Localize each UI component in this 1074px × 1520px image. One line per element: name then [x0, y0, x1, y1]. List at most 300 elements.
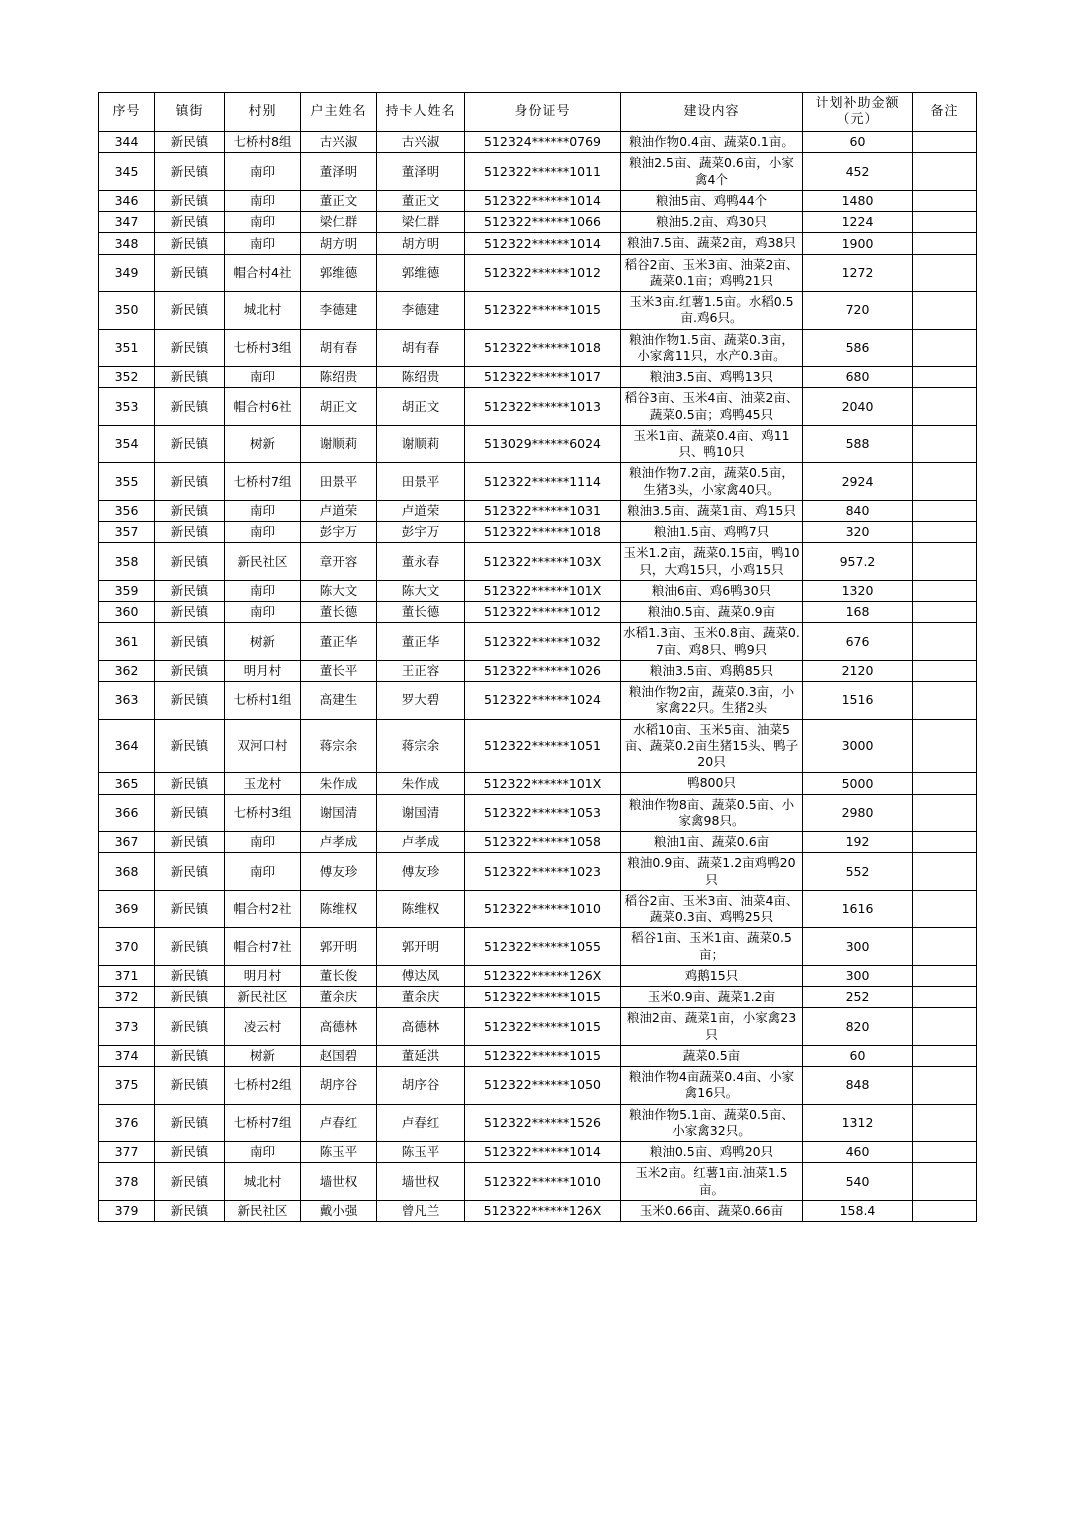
- cell-remark: [913, 832, 977, 853]
- cell-id-number: 512322******103X: [465, 543, 621, 581]
- amount-header-line2: （元）: [836, 112, 879, 127]
- column-header-cardholder: 持卡人姓名: [377, 93, 465, 132]
- cell-town: 新民镇: [155, 965, 225, 986]
- cell-cardholder: 陈大文: [377, 580, 465, 601]
- cell-remark: [913, 153, 977, 191]
- cell-village: 南印: [225, 212, 301, 233]
- cell-village: 树新: [225, 1045, 301, 1066]
- cell-cardholder: 谢国清: [377, 794, 465, 832]
- table-row: [99, 1104, 977, 1142]
- cell-cardholder: 傅友珍: [377, 853, 465, 891]
- table-row: [99, 292, 977, 330]
- cell-id-number: 512322******1010: [465, 1163, 621, 1201]
- cell-content: 蔬菜0.5亩: [621, 1045, 803, 1066]
- cell-id-number: 512322******1055: [465, 928, 621, 966]
- cell-householder: 董正文: [301, 190, 377, 211]
- cell-householder: 朱作成: [301, 773, 377, 794]
- cell-seq: 374: [99, 1045, 155, 1066]
- subsidy-table: [98, 92, 977, 1222]
- cell-town: 新民镇: [155, 254, 225, 292]
- table-row: [99, 388, 977, 426]
- table-row: [99, 1200, 977, 1221]
- cell-seq: 375: [99, 1067, 155, 1105]
- cell-cardholder: 董长德: [377, 602, 465, 623]
- cell-cardholder: 曾凡兰: [377, 1200, 465, 1221]
- cell-cardholder: 胡序谷: [377, 1067, 465, 1105]
- cell-householder: 郭开明: [301, 928, 377, 966]
- cell-cardholder: 董正文: [377, 190, 465, 211]
- cell-remark: [913, 773, 977, 794]
- cell-seq: 371: [99, 965, 155, 986]
- cell-remark: [913, 132, 977, 153]
- cell-village: 帽合村7社: [225, 928, 301, 966]
- cell-seq: 368: [99, 853, 155, 891]
- cell-id-number: 512322******126X: [465, 965, 621, 986]
- cell-seq: 358: [99, 543, 155, 581]
- cell-householder: 章开容: [301, 543, 377, 581]
- cell-remark: [913, 367, 977, 388]
- cell-town: 新民镇: [155, 1008, 225, 1046]
- cell-content: 粮油0.5亩、蔬菜0.9亩: [621, 602, 803, 623]
- cell-amount: 840: [803, 500, 913, 521]
- table-row: [99, 794, 977, 832]
- cell-village: 玉龙村: [225, 773, 301, 794]
- table-row: [99, 233, 977, 254]
- cell-town: 新民镇: [155, 1045, 225, 1066]
- cell-town: 新民镇: [155, 890, 225, 928]
- cell-householder: 梁仁群: [301, 212, 377, 233]
- cell-content: 稻谷3亩、玉米4亩、油菜2亩、蔬菜0.5亩；鸡鸭45只: [621, 388, 803, 426]
- cell-town: 新民镇: [155, 233, 225, 254]
- cell-cardholder: 朱作成: [377, 773, 465, 794]
- cell-cardholder: 卢道荣: [377, 500, 465, 521]
- table-row: [99, 602, 977, 623]
- cell-village: 南印: [225, 522, 301, 543]
- table-row: [99, 1045, 977, 1066]
- cell-town: 新民镇: [155, 794, 225, 832]
- cell-town: 新民镇: [155, 1142, 225, 1163]
- cell-seq: 378: [99, 1163, 155, 1201]
- cell-seq: 362: [99, 660, 155, 681]
- cell-content: 粮油3.5亩、蔬菜1亩、鸡15只: [621, 500, 803, 521]
- cell-seq: 377: [99, 1142, 155, 1163]
- cell-remark: [913, 928, 977, 966]
- cell-householder: 卢孝成: [301, 832, 377, 853]
- cell-amount: 320: [803, 522, 913, 543]
- cell-householder: 李德建: [301, 292, 377, 330]
- cell-seq: 344: [99, 132, 155, 153]
- cell-seq: 353: [99, 388, 155, 426]
- cell-content: 粮油作物8亩、蔬菜0.5亩、小家禽98只。: [621, 794, 803, 832]
- cell-householder: 董长俊: [301, 965, 377, 986]
- cell-seq: 356: [99, 500, 155, 521]
- cell-id-number: 512322******1015: [465, 1045, 621, 1066]
- cell-householder: 陈绍贵: [301, 367, 377, 388]
- cell-remark: [913, 463, 977, 501]
- cell-seq: 365: [99, 773, 155, 794]
- column-header-town: 镇街: [155, 93, 225, 132]
- table-row: [99, 543, 977, 581]
- column-header-content: 建设内容: [621, 93, 803, 132]
- cell-amount: 300: [803, 965, 913, 986]
- cell-seq: 359: [99, 580, 155, 601]
- cell-id-number: 512322******1015: [465, 987, 621, 1008]
- cell-remark: [913, 543, 977, 581]
- cell-seq: 363: [99, 682, 155, 720]
- cell-seq: 367: [99, 832, 155, 853]
- cell-id-number: 513029******6024: [465, 425, 621, 463]
- table-row: [99, 500, 977, 521]
- cell-content: 稻谷2亩、玉米3亩、油菜4亩、蔬菜0.3亩、鸡鸭25只: [621, 890, 803, 928]
- table-row: [99, 890, 977, 928]
- cell-town: 新民镇: [155, 132, 225, 153]
- cell-content: 粮油3.5亩、鸡鸭13只: [621, 367, 803, 388]
- cell-content: 玉米3亩.红薯1.5亩。水稻0.5亩.鸡6只。: [621, 292, 803, 330]
- table-row: [99, 660, 977, 681]
- cell-amount: 192: [803, 832, 913, 853]
- cell-householder: 高建生: [301, 682, 377, 720]
- cell-cardholder: 胡有春: [377, 329, 465, 367]
- cell-content: 粮油作物7.2亩，蔬菜0.5亩，生猪3头，小家禽40只。: [621, 463, 803, 501]
- column-header-seq: 序号: [99, 93, 155, 132]
- cell-householder: 董长德: [301, 602, 377, 623]
- cell-id-number: 512322******1014: [465, 190, 621, 211]
- cell-householder: 董长平: [301, 660, 377, 681]
- cell-householder: 董余庆: [301, 987, 377, 1008]
- cell-amount: 1516: [803, 682, 913, 720]
- cell-remark: [913, 425, 977, 463]
- cell-amount: 2040: [803, 388, 913, 426]
- cell-remark: [913, 719, 977, 773]
- table-row: [99, 719, 977, 773]
- table-row: [99, 773, 977, 794]
- cell-amount: 3000: [803, 719, 913, 773]
- cell-town: 新民镇: [155, 1104, 225, 1142]
- cell-village: 明月村: [225, 660, 301, 681]
- cell-cardholder: 古兴淑: [377, 132, 465, 153]
- cell-cardholder: 罗大碧: [377, 682, 465, 720]
- cell-cardholder: 郭开明: [377, 928, 465, 966]
- cell-cardholder: 陈绍贵: [377, 367, 465, 388]
- cell-remark: [913, 1200, 977, 1221]
- cell-seq: 366: [99, 794, 155, 832]
- cell-amount: 1900: [803, 233, 913, 254]
- cell-amount: 1312: [803, 1104, 913, 1142]
- cell-id-number: 512322******1018: [465, 329, 621, 367]
- cell-cardholder: 梁仁群: [377, 212, 465, 233]
- cell-town: 新民镇: [155, 463, 225, 501]
- cell-cardholder: 李德建: [377, 292, 465, 330]
- cell-seq: 357: [99, 522, 155, 543]
- cell-id-number: 512322******1051: [465, 719, 621, 773]
- cell-householder: 赵国碧: [301, 1045, 377, 1066]
- cell-id-number: 512322******1053: [465, 794, 621, 832]
- cell-town: 新民镇: [155, 212, 225, 233]
- cell-amount: 848: [803, 1067, 913, 1105]
- cell-village: 七桥村2组: [225, 1067, 301, 1105]
- cell-content: 玉米1.2亩，蔬菜0.15亩，鸭10只，大鸡15只，小鸡15只: [621, 543, 803, 581]
- cell-id-number: 512322******1011: [465, 153, 621, 191]
- cell-town: 新民镇: [155, 987, 225, 1008]
- table-row: [99, 425, 977, 463]
- cell-village: 南印: [225, 832, 301, 853]
- cell-seq: 376: [99, 1104, 155, 1142]
- cell-remark: [913, 987, 977, 1008]
- cell-content: 粮油3.5亩、鸡鹅85只: [621, 660, 803, 681]
- cell-amount: 5000: [803, 773, 913, 794]
- cell-remark: [913, 233, 977, 254]
- cell-amount: 300: [803, 928, 913, 966]
- cell-village: 明月村: [225, 965, 301, 986]
- cell-remark: [913, 602, 977, 623]
- cell-cardholder: 董永春: [377, 543, 465, 581]
- cell-village: 南印: [225, 233, 301, 254]
- table-row: [99, 965, 977, 986]
- cell-remark: [913, 1142, 977, 1163]
- cell-town: 新民镇: [155, 329, 225, 367]
- cell-amount: 957.2: [803, 543, 913, 581]
- cell-village: 南印: [225, 602, 301, 623]
- cell-amount: 60: [803, 132, 913, 153]
- cell-content: 玉米1亩、蔬菜0.4亩、鸡11只、鸭10只: [621, 425, 803, 463]
- cell-remark: [913, 623, 977, 661]
- cell-householder: 古兴淑: [301, 132, 377, 153]
- cell-village: 南印: [225, 153, 301, 191]
- cell-householder: 谢顺莉: [301, 425, 377, 463]
- cell-id-number: 512322******1114: [465, 463, 621, 501]
- cell-cardholder: 郭维德: [377, 254, 465, 292]
- cell-remark: [913, 660, 977, 681]
- cell-amount: 680: [803, 367, 913, 388]
- table-row: [99, 329, 977, 367]
- cell-content: 粮油1亩、蔬菜0.6亩: [621, 832, 803, 853]
- column-header-id-number: 身份证号: [465, 93, 621, 132]
- cell-village: 树新: [225, 425, 301, 463]
- cell-amount: 820: [803, 1008, 913, 1046]
- cell-amount: 2924: [803, 463, 913, 501]
- cell-village: 七桥村8组: [225, 132, 301, 153]
- cell-id-number: 512322******1066: [465, 212, 621, 233]
- cell-cardholder: 陈维权: [377, 890, 465, 928]
- table-row: [99, 832, 977, 853]
- cell-content: 玉米2亩。红薯1亩.油菜1.5亩。: [621, 1163, 803, 1201]
- cell-seq: 346: [99, 190, 155, 211]
- cell-remark: [913, 212, 977, 233]
- cell-amount: 540: [803, 1163, 913, 1201]
- cell-id-number: 512322******1015: [465, 1008, 621, 1046]
- cell-amount: 2120: [803, 660, 913, 681]
- cell-id-number: 512324******0769: [465, 132, 621, 153]
- cell-amount: 1224: [803, 212, 913, 233]
- cell-cardholder: 卢春红: [377, 1104, 465, 1142]
- cell-village: 双河口村: [225, 719, 301, 773]
- cell-remark: [913, 682, 977, 720]
- table-row: [99, 1067, 977, 1105]
- cell-town: 新民镇: [155, 1067, 225, 1105]
- cell-seq: 345: [99, 153, 155, 191]
- cell-seq: 347: [99, 212, 155, 233]
- cell-town: 新民镇: [155, 660, 225, 681]
- cell-town: 新民镇: [155, 602, 225, 623]
- cell-village: 新民社区: [225, 1200, 301, 1221]
- cell-seq: 348: [99, 233, 155, 254]
- table-row: [99, 1142, 977, 1163]
- cell-amount: 720: [803, 292, 913, 330]
- cell-remark: [913, 1104, 977, 1142]
- cell-village: 树新: [225, 623, 301, 661]
- table-row: [99, 463, 977, 501]
- cell-remark: [913, 580, 977, 601]
- cell-seq: 379: [99, 1200, 155, 1221]
- cell-town: 新民镇: [155, 190, 225, 211]
- cell-village: 七桥村7组: [225, 1104, 301, 1142]
- table-row: [99, 132, 977, 153]
- cell-cardholder: 田景平: [377, 463, 465, 501]
- cell-village: 凌云村: [225, 1008, 301, 1046]
- cell-content: 鸡鹅15只: [621, 965, 803, 986]
- cell-householder: 谢国清: [301, 794, 377, 832]
- cell-content: 粮油0.5亩、鸡鸭20只: [621, 1142, 803, 1163]
- table-row: [99, 367, 977, 388]
- cell-remark: [913, 500, 977, 521]
- cell-town: 新民镇: [155, 719, 225, 773]
- cell-householder: 高德林: [301, 1008, 377, 1046]
- cell-remark: [913, 1163, 977, 1201]
- cell-householder: 傅友珍: [301, 853, 377, 891]
- cell-cardholder: 谢顺莉: [377, 425, 465, 463]
- cell-remark: [913, 1008, 977, 1046]
- table-row: [99, 1163, 977, 1201]
- cell-householder: 蒋宗余: [301, 719, 377, 773]
- cell-content: 粮油作物5.1亩、蔬菜0.5亩、小家禽32只。: [621, 1104, 803, 1142]
- table-row: [99, 928, 977, 966]
- cell-id-number: 512322******126X: [465, 1200, 621, 1221]
- cell-village: 帽合村2社: [225, 890, 301, 928]
- cell-village: 七桥村1组: [225, 682, 301, 720]
- cell-seq: 354: [99, 425, 155, 463]
- cell-content: 粮油6亩、鸡6鸭30只: [621, 580, 803, 601]
- cell-cardholder: 卢孝成: [377, 832, 465, 853]
- cell-village: 七桥村3组: [225, 329, 301, 367]
- cell-village: 南印: [225, 580, 301, 601]
- cell-village: 南印: [225, 500, 301, 521]
- cell-householder: 董泽明: [301, 153, 377, 191]
- cell-id-number: 512322******1010: [465, 890, 621, 928]
- cell-remark: [913, 794, 977, 832]
- cell-remark: [913, 522, 977, 543]
- cell-seq: 372: [99, 987, 155, 1008]
- cell-town: 新民镇: [155, 292, 225, 330]
- cell-id-number: 512322******1013: [465, 388, 621, 426]
- cell-content: 粮油2亩、蔬菜1亩，小家禽23只: [621, 1008, 803, 1046]
- table-header: [99, 93, 977, 132]
- table-row: [99, 682, 977, 720]
- cell-remark: [913, 890, 977, 928]
- cell-cardholder: 墙世权: [377, 1163, 465, 1201]
- cell-seq: 349: [99, 254, 155, 292]
- cell-amount: 452: [803, 153, 913, 191]
- cell-householder: 墙世权: [301, 1163, 377, 1201]
- cell-amount: 1480: [803, 190, 913, 211]
- cell-amount: 588: [803, 425, 913, 463]
- cell-town: 新民镇: [155, 580, 225, 601]
- cell-householder: 彭宇万: [301, 522, 377, 543]
- cell-cardholder: 王正容: [377, 660, 465, 681]
- cell-seq: 361: [99, 623, 155, 661]
- cell-village: 城北村: [225, 292, 301, 330]
- cell-amount: 168: [803, 602, 913, 623]
- cell-id-number: 512322******1014: [465, 233, 621, 254]
- cell-village: 帽合村6社: [225, 388, 301, 426]
- cell-town: 新民镇: [155, 773, 225, 794]
- cell-village: 南印: [225, 190, 301, 211]
- cell-householder: 董正华: [301, 623, 377, 661]
- cell-id-number: 512322******1032: [465, 623, 621, 661]
- cell-id-number: 512322******1012: [465, 254, 621, 292]
- cell-householder: 戴小强: [301, 1200, 377, 1221]
- cell-content: 粮油2.5亩、蔬菜0.6亩，小家禽4个: [621, 153, 803, 191]
- column-header-village: 村别: [225, 93, 301, 132]
- cell-id-number: 512322******101X: [465, 773, 621, 794]
- cell-remark: [913, 190, 977, 211]
- cell-town: 新民镇: [155, 522, 225, 543]
- cell-cardholder: 董泽明: [377, 153, 465, 191]
- cell-seq: 352: [99, 367, 155, 388]
- cell-amount: 1320: [803, 580, 913, 601]
- cell-householder: 胡正文: [301, 388, 377, 426]
- cell-amount: 586: [803, 329, 913, 367]
- cell-cardholder: 高德林: [377, 1008, 465, 1046]
- cell-householder: 胡序谷: [301, 1067, 377, 1105]
- cell-town: 新民镇: [155, 425, 225, 463]
- table-row: [99, 623, 977, 661]
- cell-town: 新民镇: [155, 367, 225, 388]
- cell-content: 粮油0.9亩、蔬菜1.2亩鸡鸭20只: [621, 853, 803, 891]
- cell-amount: 552: [803, 853, 913, 891]
- cell-cardholder: 董余庆: [377, 987, 465, 1008]
- cell-village: 七桥村7组: [225, 463, 301, 501]
- cell-town: 新民镇: [155, 1163, 225, 1201]
- table-row: [99, 190, 977, 211]
- column-header-remark: 备注: [913, 93, 977, 132]
- cell-id-number: 512322******1050: [465, 1067, 621, 1105]
- cell-householder: 卢春红: [301, 1104, 377, 1142]
- cell-remark: [913, 1045, 977, 1066]
- cell-cardholder: 胡方明: [377, 233, 465, 254]
- cell-id-number: 512322******1014: [465, 1142, 621, 1163]
- cell-seq: 369: [99, 890, 155, 928]
- table-row: [99, 580, 977, 601]
- cell-town: 新民镇: [155, 388, 225, 426]
- cell-householder: 田景平: [301, 463, 377, 501]
- cell-remark: [913, 254, 977, 292]
- table-header-row: [99, 93, 977, 132]
- table-row: [99, 522, 977, 543]
- cell-content: 玉米0.66亩、蔬菜0.66亩: [621, 1200, 803, 1221]
- cell-village: 南印: [225, 1142, 301, 1163]
- cell-town: 新民镇: [155, 832, 225, 853]
- cell-village: 南印: [225, 853, 301, 891]
- cell-cardholder: 蒋宗余: [377, 719, 465, 773]
- cell-town: 新民镇: [155, 623, 225, 661]
- cell-village: 新民社区: [225, 543, 301, 581]
- cell-amount: 2980: [803, 794, 913, 832]
- cell-content: 粮油7.5亩、蔬菜2亩，鸡38只: [621, 233, 803, 254]
- table-row: [99, 212, 977, 233]
- cell-amount: 60: [803, 1045, 913, 1066]
- cell-content: 粮油1.5亩、鸡鸭7只: [621, 522, 803, 543]
- cell-cardholder: 胡正文: [377, 388, 465, 426]
